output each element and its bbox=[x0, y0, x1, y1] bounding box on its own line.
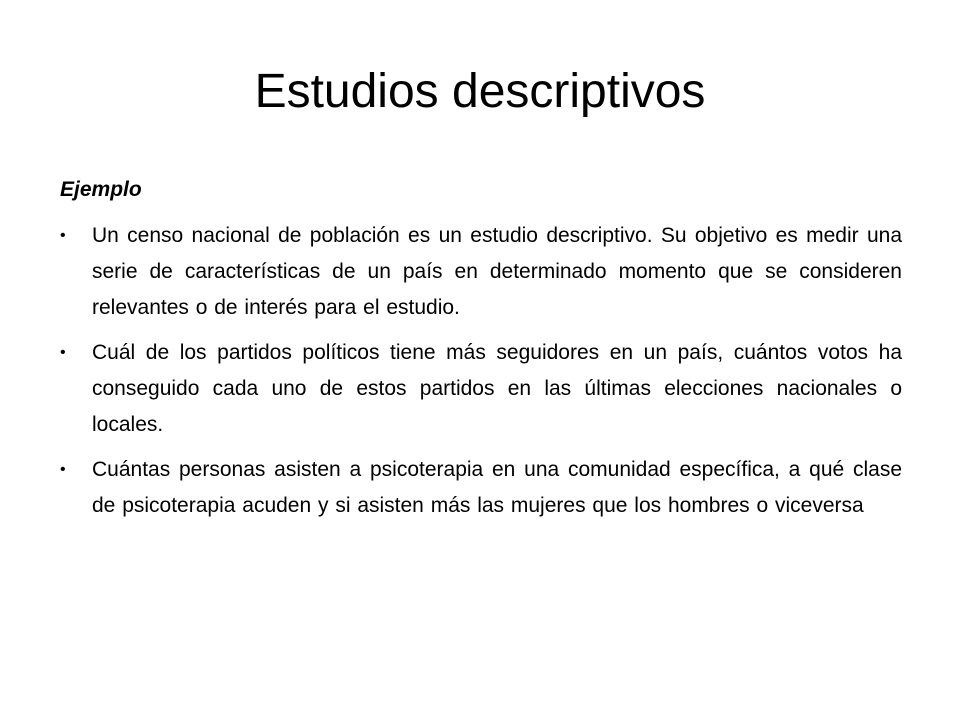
bullet-text: Cuál de los partidos políticos tiene más seguidores en un país, cuántos votos ha conseguido cada uno de estos partidos en las últimas elecciones nacionales o locales. bbox=[92, 341, 902, 436]
bullet-dot-icon: • bbox=[60, 461, 66, 478]
slide-title: Estudios descriptivos bbox=[254, 65, 706, 118]
slide-content bbox=[60, 174, 902, 533]
bullet-dot-icon: • bbox=[60, 344, 66, 361]
bullet-item bbox=[60, 218, 902, 326]
bullet-list bbox=[60, 218, 902, 524]
bullet-text: Un censo nacional de población es un estudio descriptivo. Su objetivo es medir una serie de características de un país en determinado momento que se consideren relevantes o de interés para el estudio. bbox=[92, 224, 902, 319]
bullet-text: Cuántas personas asisten a psicoterapia en una comunidad específica, a qué clase de psicoterapia acuden y si asisten más las mujeres que los hombres o viceversa bbox=[92, 458, 902, 517]
bullet-item bbox=[60, 335, 902, 443]
bullet-item bbox=[60, 452, 902, 524]
bullet-dot-icon: • bbox=[60, 227, 66, 244]
subheading: Ejemplo bbox=[60, 178, 142, 201]
